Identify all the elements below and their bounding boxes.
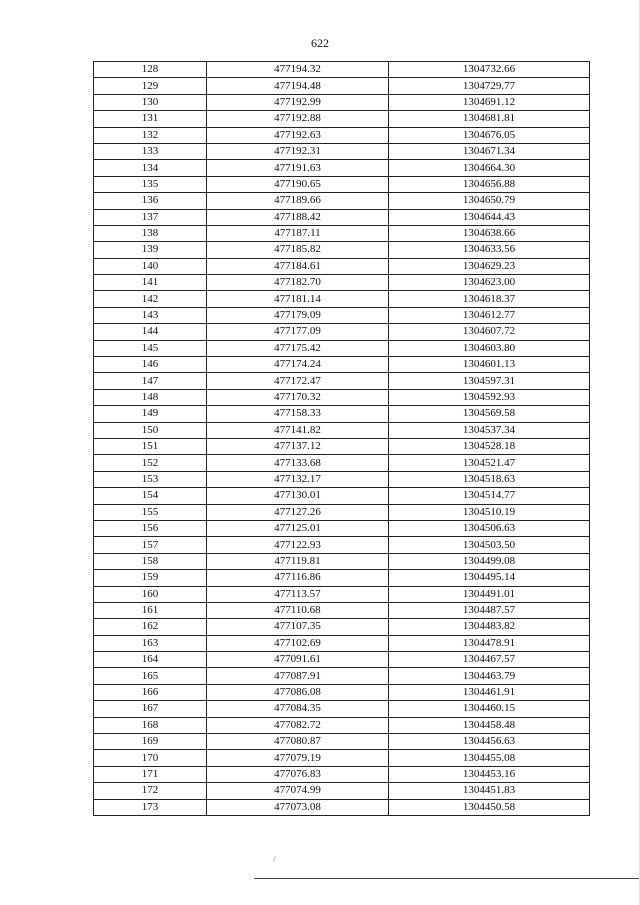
x-coordinate-cell: 477189.66 xyxy=(207,193,389,209)
table-row xyxy=(94,734,590,750)
y-coordinate-cell: 1304650.79 xyxy=(389,193,590,209)
y-coordinate-cell: 1304612.77 xyxy=(389,307,590,323)
table-row xyxy=(94,520,590,536)
table-row xyxy=(94,471,590,487)
x-coordinate-cell: 477158.33 xyxy=(207,406,389,422)
point-number-cell: 143 xyxy=(94,307,207,323)
point-number-cell: 137 xyxy=(94,209,207,225)
y-coordinate-cell: 1304460.15 xyxy=(389,701,590,717)
point-number-cell: 147 xyxy=(94,373,207,389)
table-row xyxy=(94,488,590,504)
point-number-cell: 133 xyxy=(94,143,207,159)
x-coordinate-cell: 477080.87 xyxy=(207,734,389,750)
y-coordinate-cell: 1304623.00 xyxy=(389,275,590,291)
table-row xyxy=(94,684,590,700)
table-row xyxy=(94,422,590,438)
point-number-cell: 130 xyxy=(94,94,207,110)
y-coordinate-cell: 1304463.79 xyxy=(389,668,590,684)
point-number-cell: 150 xyxy=(94,422,207,438)
table-row xyxy=(94,209,590,225)
y-coordinate-cell: 1304607.72 xyxy=(389,324,590,340)
point-number-cell: 168 xyxy=(94,717,207,733)
y-coordinate-cell: 1304729.77 xyxy=(389,78,590,94)
table-row xyxy=(94,78,590,94)
point-number-cell: 128 xyxy=(94,62,207,78)
table-row xyxy=(94,783,590,799)
x-coordinate-cell: 477082.72 xyxy=(207,717,389,733)
point-number-cell: 138 xyxy=(94,225,207,241)
table-row xyxy=(94,619,590,635)
point-number-cell: 129 xyxy=(94,78,207,94)
point-number-cell: 145 xyxy=(94,340,207,356)
x-coordinate-cell: 477119.81 xyxy=(207,553,389,569)
y-coordinate-cell: 1304506.63 xyxy=(389,520,590,536)
table-row xyxy=(94,62,590,78)
x-coordinate-cell: 477079.19 xyxy=(207,750,389,766)
coordinates-table xyxy=(93,61,590,816)
table-row xyxy=(94,717,590,733)
table-row xyxy=(94,291,590,307)
point-number-cell: 154 xyxy=(94,488,207,504)
table-row xyxy=(94,258,590,274)
x-coordinate-cell: 477073.08 xyxy=(207,799,389,815)
table-row xyxy=(94,357,590,373)
y-coordinate-cell: 1304537.34 xyxy=(389,422,590,438)
point-number-cell: 136 xyxy=(94,193,207,209)
y-coordinate-cell: 1304499.08 xyxy=(389,553,590,569)
y-coordinate-cell: 1304691.12 xyxy=(389,94,590,110)
point-number-cell: 153 xyxy=(94,471,207,487)
y-coordinate-cell: 1304569.58 xyxy=(389,406,590,422)
table-row xyxy=(94,799,590,815)
point-number-cell: 146 xyxy=(94,357,207,373)
y-coordinate-cell: 1304483.82 xyxy=(389,619,590,635)
table-row xyxy=(94,668,590,684)
x-coordinate-cell: 477185.82 xyxy=(207,242,389,258)
x-coordinate-cell: 477190.65 xyxy=(207,176,389,192)
table-row xyxy=(94,176,590,192)
point-number-cell: 164 xyxy=(94,652,207,668)
x-coordinate-cell: 477141.82 xyxy=(207,422,389,438)
x-coordinate-cell: 477127.26 xyxy=(207,504,389,520)
x-coordinate-cell: 477087.91 xyxy=(207,668,389,684)
y-coordinate-cell: 1304629.23 xyxy=(389,258,590,274)
y-coordinate-cell: 1304681.81 xyxy=(389,111,590,127)
table-row xyxy=(94,570,590,586)
table-row xyxy=(94,750,590,766)
table-row xyxy=(94,553,590,569)
y-coordinate-cell: 1304521.47 xyxy=(389,455,590,471)
y-coordinate-cell: 1304676.05 xyxy=(389,127,590,143)
point-number-cell: 158 xyxy=(94,553,207,569)
point-number-cell: 132 xyxy=(94,127,207,143)
table-row xyxy=(94,324,590,340)
table-row xyxy=(94,504,590,520)
y-coordinate-cell: 1304514.77 xyxy=(389,488,590,504)
table-row xyxy=(94,111,590,127)
point-number-cell: 151 xyxy=(94,438,207,454)
point-number-cell: 165 xyxy=(94,668,207,684)
x-coordinate-cell: 477122.93 xyxy=(207,537,389,553)
table-row xyxy=(94,127,590,143)
x-coordinate-cell: 477175.42 xyxy=(207,340,389,356)
point-number-cell: 170 xyxy=(94,750,207,766)
y-coordinate-cell: 1304467.57 xyxy=(389,652,590,668)
point-number-cell: 152 xyxy=(94,455,207,471)
table-row xyxy=(94,160,590,176)
x-coordinate-cell: 477086.08 xyxy=(207,684,389,700)
footer-rule xyxy=(254,878,640,879)
y-coordinate-cell: 1304603.80 xyxy=(389,340,590,356)
point-number-cell: 166 xyxy=(94,684,207,700)
x-coordinate-cell: 477179.09 xyxy=(207,307,389,323)
y-coordinate-cell: 1304656.88 xyxy=(389,176,590,192)
y-coordinate-cell: 1304453.16 xyxy=(389,766,590,782)
point-number-cell: 157 xyxy=(94,537,207,553)
y-coordinate-cell: 1304597.31 xyxy=(389,373,590,389)
point-number-cell: 173 xyxy=(94,799,207,815)
point-number-cell: 140 xyxy=(94,258,207,274)
table-row xyxy=(94,94,590,110)
table-row xyxy=(94,438,590,454)
table-row xyxy=(94,455,590,471)
x-coordinate-cell: 477182.70 xyxy=(207,275,389,291)
x-coordinate-cell: 477192.88 xyxy=(207,111,389,127)
x-coordinate-cell: 477125.01 xyxy=(207,520,389,536)
x-coordinate-cell: 477181.14 xyxy=(207,291,389,307)
x-coordinate-cell: 477184.61 xyxy=(207,258,389,274)
point-number-cell: 159 xyxy=(94,570,207,586)
y-coordinate-cell: 1304664.30 xyxy=(389,160,590,176)
table-row xyxy=(94,143,590,159)
table-row xyxy=(94,701,590,717)
table-row xyxy=(94,193,590,209)
table-row xyxy=(94,242,590,258)
y-coordinate-cell: 1304487.57 xyxy=(389,602,590,618)
y-coordinate-cell: 1304455.08 xyxy=(389,750,590,766)
table-row xyxy=(94,406,590,422)
x-coordinate-cell: 477091.61 xyxy=(207,652,389,668)
x-coordinate-cell: 477194.32 xyxy=(207,62,389,78)
y-coordinate-cell: 1304644.43 xyxy=(389,209,590,225)
x-coordinate-cell: 477110.68 xyxy=(207,602,389,618)
x-coordinate-cell: 477174.24 xyxy=(207,357,389,373)
y-coordinate-cell: 1304456.63 xyxy=(389,734,590,750)
point-number-cell: 149 xyxy=(94,406,207,422)
y-coordinate-cell: 1304601.13 xyxy=(389,357,590,373)
point-number-cell: 142 xyxy=(94,291,207,307)
point-number-cell: 148 xyxy=(94,389,207,405)
x-coordinate-cell: 477172.47 xyxy=(207,373,389,389)
y-coordinate-cell: 1304491.01 xyxy=(389,586,590,602)
x-coordinate-cell: 477132.17 xyxy=(207,471,389,487)
x-coordinate-cell: 477116.86 xyxy=(207,570,389,586)
point-number-cell: 171 xyxy=(94,766,207,782)
x-coordinate-cell: 477107.35 xyxy=(207,619,389,635)
table-row xyxy=(94,225,590,241)
point-number-cell: 172 xyxy=(94,783,207,799)
table-row xyxy=(94,340,590,356)
point-number-cell: 155 xyxy=(94,504,207,520)
table-row xyxy=(94,652,590,668)
point-number-cell: 131 xyxy=(94,111,207,127)
point-number-cell: 169 xyxy=(94,734,207,750)
point-number-cell: 156 xyxy=(94,520,207,536)
x-coordinate-cell: 477194.48 xyxy=(207,78,389,94)
coordinates-table-body xyxy=(94,62,590,816)
point-number-cell: 162 xyxy=(94,619,207,635)
table-row xyxy=(94,275,590,291)
table-row xyxy=(94,766,590,782)
table-row xyxy=(94,602,590,618)
x-coordinate-cell: 477192.99 xyxy=(207,94,389,110)
y-coordinate-cell: 1304638.66 xyxy=(389,225,590,241)
point-number-cell: 160 xyxy=(94,586,207,602)
x-coordinate-cell: 477102.69 xyxy=(207,635,389,651)
x-coordinate-cell: 477137.12 xyxy=(207,438,389,454)
y-coordinate-cell: 1304461.91 xyxy=(389,684,590,700)
y-coordinate-cell: 1304518.63 xyxy=(389,471,590,487)
stray-mark xyxy=(273,856,276,862)
table-row xyxy=(94,307,590,323)
y-coordinate-cell: 1304451.83 xyxy=(389,783,590,799)
x-coordinate-cell: 477084.35 xyxy=(207,701,389,717)
x-coordinate-cell: 477191.63 xyxy=(207,160,389,176)
y-coordinate-cell: 1304671.34 xyxy=(389,143,590,159)
point-number-cell: 161 xyxy=(94,602,207,618)
x-coordinate-cell: 477187.11 xyxy=(207,225,389,241)
y-coordinate-cell: 1304450.58 xyxy=(389,799,590,815)
point-number-cell: 163 xyxy=(94,635,207,651)
y-coordinate-cell: 1304495.14 xyxy=(389,570,590,586)
point-number-cell: 144 xyxy=(94,324,207,340)
point-number-cell: 134 xyxy=(94,160,207,176)
x-coordinate-cell: 477192.63 xyxy=(207,127,389,143)
y-coordinate-cell: 1304510.19 xyxy=(389,504,590,520)
y-coordinate-cell: 1304528.18 xyxy=(389,438,590,454)
table-row xyxy=(94,586,590,602)
point-number-cell: 135 xyxy=(94,176,207,192)
x-coordinate-cell: 477130.01 xyxy=(207,488,389,504)
x-coordinate-cell: 477192.31 xyxy=(207,143,389,159)
y-coordinate-cell: 1304633.56 xyxy=(389,242,590,258)
y-coordinate-cell: 1304592.93 xyxy=(389,389,590,405)
x-coordinate-cell: 477188.42 xyxy=(207,209,389,225)
x-coordinate-cell: 477074.99 xyxy=(207,783,389,799)
x-coordinate-cell: 477177.09 xyxy=(207,324,389,340)
y-coordinate-cell: 1304503.50 xyxy=(389,537,590,553)
table-row xyxy=(94,537,590,553)
y-coordinate-cell: 1304478.91 xyxy=(389,635,590,651)
point-number-cell: 167 xyxy=(94,701,207,717)
table-row xyxy=(94,635,590,651)
x-coordinate-cell: 477076.83 xyxy=(207,766,389,782)
table-row xyxy=(94,373,590,389)
y-coordinate-cell: 1304732.66 xyxy=(389,62,590,78)
point-number-cell: 141 xyxy=(94,275,207,291)
y-coordinate-cell: 1304458.48 xyxy=(389,717,590,733)
page-number: 622 xyxy=(311,36,329,50)
x-coordinate-cell: 477133.68 xyxy=(207,455,389,471)
table-row xyxy=(94,389,590,405)
point-number-cell: 139 xyxy=(94,242,207,258)
x-coordinate-cell: 477113.57 xyxy=(207,586,389,602)
y-coordinate-cell: 1304618.37 xyxy=(389,291,590,307)
x-coordinate-cell: 477170.32 xyxy=(207,389,389,405)
